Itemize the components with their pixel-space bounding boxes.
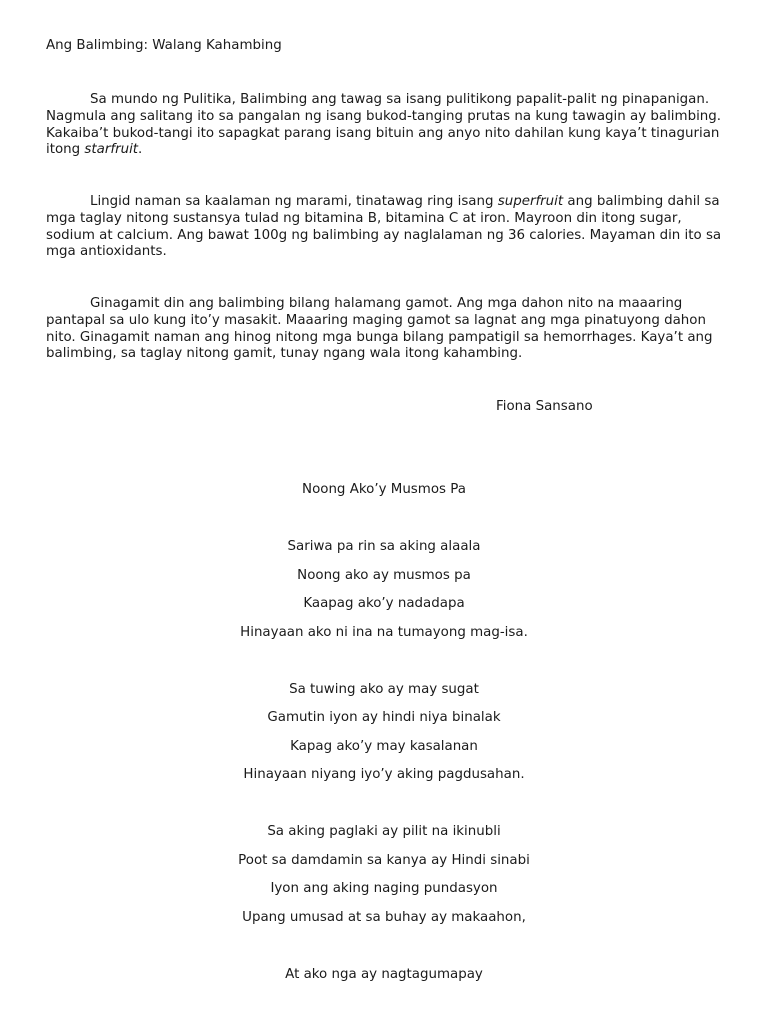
poem-line: Hinayaan ako ni ina na tumayong mag-isa. [240, 624, 528, 640]
poem-title: Noong Ako’y Musmos Pa [302, 482, 466, 497]
emphasis-text: starfruit [84, 142, 139, 158]
paragraph-text: ang balimbing dahil sa mga taglay nitong sustansya tulad ng bitamina B, bitamina C at iron. Mayroon din itong sugar, sodium at calcium. Ang bawat 100g ng balimbing ay naglalaman ng 36 calories. Mayaman din ito sa mga antioxidants. [46, 194, 722, 260]
paragraph-text: Sa mundo ng Pulitika, Balimbing ang tawag sa isang pulitikong papalit-palit ng pinapanigan. Nagmula ang salitang ito sa pangalan ng isang bukod-tanging prutas na kung tawagin ay balimbing. Kakaiba’t bukod-tangi ito sapagkat parang isang bituin ang anyo nito dahilan kung kaya’t tinagurian itong [46, 92, 722, 158]
poem-line: Sa tuwing ako ay may sugat [289, 681, 479, 697]
poem-stanza-4 [0, 966, 768, 995]
poem-body [0, 538, 768, 1023]
emphasis-text: superfruit [497, 194, 564, 209]
poem-line: Gamutin iyon ay hindi niya binalak [267, 710, 501, 725]
paragraph-text: . [138, 142, 143, 158]
poem-line: At ako nga ay nagtagumapay [285, 966, 483, 982]
poem-line: Noong ako ay musmos pa [297, 567, 471, 583]
poem-line: Sa aking paglaki ay pilit na ikinubli [267, 824, 501, 839]
paragraph-text: Lingid naman sa kaalaman ng marami, tinatawag ring isang [90, 194, 498, 209]
poem-stanza-1 [0, 538, 768, 652]
author-name: Fiona Sansano [496, 399, 593, 414]
essay-paragraph-2 [46, 194, 726, 261]
essay-paragraph-1 [46, 92, 726, 159]
poem-stanza-2 [0, 681, 768, 795]
poem-line: Sariwa pa rin sa aking alaala [287, 539, 481, 554]
poem-line: Poot sa damdamin sa kanya ay Hindi sinabi [238, 852, 530, 868]
poem-line: Hinayaan niyang iyo’y aking pagdusahan. [243, 767, 525, 782]
poem-line: Iyon ang aking naging pundasyon [270, 881, 498, 896]
poem-line: Kaapag ako’y nadadapa [303, 596, 465, 611]
essay-paragraph-3: Ginagamit din ang balimbing bilang halamang gamot. Ang mga dahon nito na maaaring pantapal sa ulo kung ito’y masakit. Maaaring maging gamot sa lagnat ang mga pinatuyong dahon nito. Ginagamit naman ang hinog nitong mga bunga bilang pampatigil sa hemorrhages. Kaya’t ang balimbing, sa taglay nitong gamit, tunay ngang wala itong kahambing. [46, 296, 713, 362]
essay-title: Ang Balimbing: Walang Kahambing [46, 38, 282, 53]
poem-stanza-3 [0, 823, 768, 937]
poem-line: Kapag ako’y may kasalanan [290, 738, 478, 754]
poem-line: Upang umusad at sa buhay ay makaahon, [242, 909, 526, 925]
